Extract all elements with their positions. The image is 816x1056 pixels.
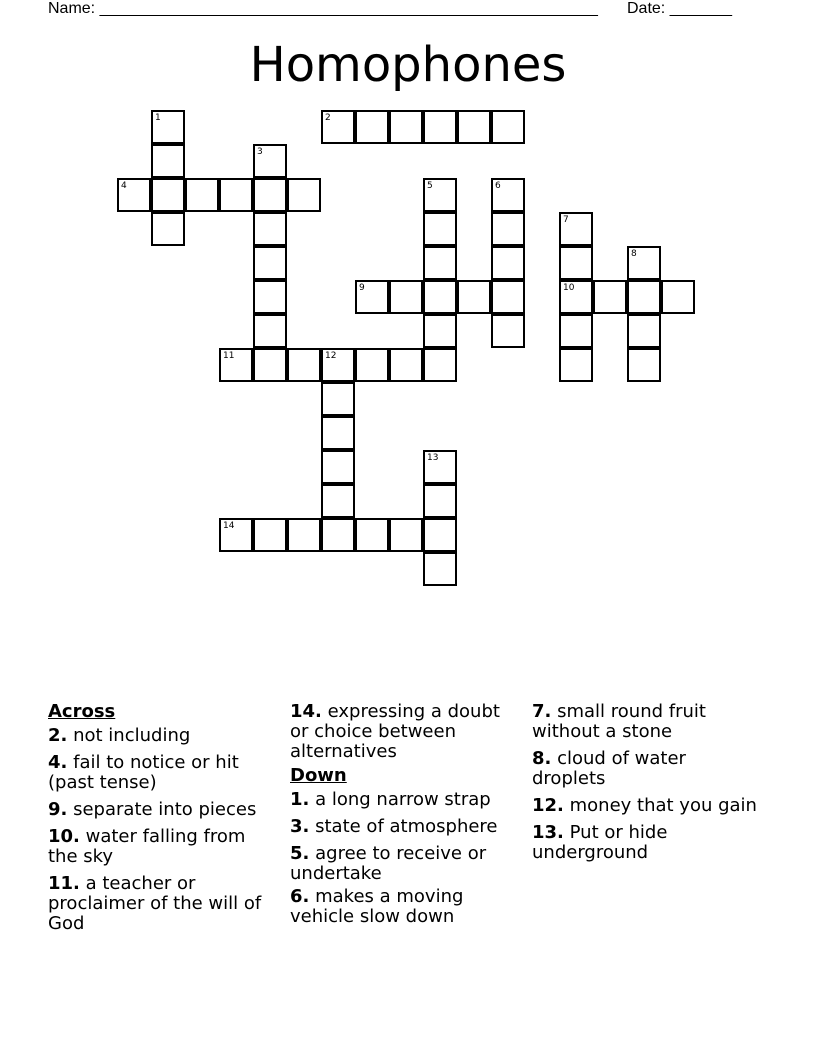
grid-cell[interactable]	[491, 314, 525, 348]
date-field-line: Date: _______	[627, 0, 732, 17]
grid-cell[interactable]	[491, 280, 525, 314]
clue-down-13	[532, 823, 764, 863]
grid-cell[interactable]	[423, 178, 457, 212]
clue-text: expressing a doubt or choice between alternatives	[290, 701, 500, 762]
clue-number: 11.	[48, 873, 80, 894]
cell-number: 13	[427, 453, 439, 463]
cell-number: 9	[359, 283, 365, 293]
clue-text: money that you gain	[569, 795, 757, 816]
clue-text: small round fruit without a stone	[532, 701, 706, 742]
grid-cell[interactable]	[287, 518, 321, 552]
cell-number: 10	[563, 283, 575, 293]
clue-across-9	[48, 800, 280, 820]
clue-down-8	[532, 749, 764, 789]
clue-down-7	[532, 702, 764, 742]
puzzle-title: Homophones	[249, 37, 567, 93]
grid-cell[interactable]	[423, 212, 457, 246]
grid-cell[interactable]	[491, 178, 525, 212]
grid-cell[interactable]	[627, 246, 661, 280]
clue-across-11	[48, 874, 280, 934]
clue-text: a teacher or proclaimer of the will of God	[48, 873, 262, 934]
clue-number: 12.	[532, 795, 564, 816]
clue-number: 14.	[290, 701, 322, 722]
cell-number: 5	[427, 181, 433, 191]
clue-down-3	[290, 817, 522, 837]
grid-cell[interactable]	[423, 552, 457, 586]
grid-cell[interactable]	[423, 518, 457, 552]
grid-cell[interactable]	[321, 348, 355, 382]
grid-cell[interactable]	[355, 518, 389, 552]
clue-number: 7.	[532, 701, 552, 722]
grid-cell[interactable]	[491, 110, 525, 144]
clue-down-12	[532, 796, 764, 816]
grid-cell[interactable]	[389, 348, 423, 382]
clue-down-1	[290, 790, 522, 810]
grid-cell[interactable]	[491, 212, 525, 246]
clues-column-1	[48, 702, 280, 941]
clue-text: fail to notice or hit (past tense)	[48, 752, 239, 793]
grid-cell[interactable]	[593, 280, 627, 314]
cell-number: 6	[495, 181, 501, 191]
grid-cell[interactable]	[423, 280, 457, 314]
cell-number: 14	[223, 521, 235, 531]
grid-cell[interactable]	[423, 348, 457, 382]
clue-text: cloud of water droplets	[532, 748, 686, 789]
grid-cell[interactable]	[253, 144, 287, 178]
grid-cell[interactable]	[389, 110, 423, 144]
clue-number: 10.	[48, 826, 80, 847]
grid-cell[interactable]	[627, 280, 661, 314]
grid-cell[interactable]	[219, 178, 253, 212]
clue-text: makes a moving vehicle slow down	[290, 886, 464, 927]
grid-cell[interactable]	[355, 280, 389, 314]
grid-cell[interactable]	[423, 246, 457, 280]
down-heading: Down	[290, 765, 347, 786]
clue-text: water falling from the sky	[48, 826, 246, 867]
grid-cell[interactable]	[151, 144, 185, 178]
grid-cell[interactable]	[321, 382, 355, 416]
grid-cell[interactable]	[321, 450, 355, 484]
clues-column-2	[290, 702, 522, 934]
grid-cell[interactable]	[389, 518, 423, 552]
grid-cell[interactable]	[117, 178, 151, 212]
clue-number: 9.	[48, 799, 68, 820]
grid-cell[interactable]	[219, 518, 253, 552]
grid-cell[interactable]	[151, 212, 185, 246]
clue-text: not including	[73, 725, 191, 746]
grid-cell[interactable]	[559, 348, 593, 382]
grid-cell[interactable]	[321, 518, 355, 552]
clue-number: 2.	[48, 725, 68, 746]
grid-cell[interactable]	[559, 280, 593, 314]
grid-cell[interactable]	[321, 484, 355, 518]
clue-number: 6.	[290, 886, 310, 907]
grid-cell[interactable]	[627, 348, 661, 382]
grid-cell[interactable]	[423, 450, 457, 484]
grid-cell[interactable]	[559, 212, 593, 246]
clue-number: 5.	[290, 843, 310, 864]
clue-text: Put or hide underground	[532, 822, 668, 863]
clue-number: 3.	[290, 816, 310, 837]
grid-cell[interactable]	[321, 110, 355, 144]
clues-column-3	[532, 702, 764, 870]
grid-cell[interactable]	[185, 178, 219, 212]
clue-number: 8.	[532, 748, 552, 769]
grid-cell[interactable]	[491, 246, 525, 280]
cell-number: 7	[563, 215, 569, 225]
cell-number: 3	[257, 147, 263, 157]
clue-across-4	[48, 753, 280, 793]
grid-cell[interactable]	[253, 246, 287, 280]
cell-number: 4	[121, 181, 127, 191]
clue-text: a long narrow strap	[315, 789, 491, 810]
grid-cell[interactable]	[219, 348, 253, 382]
grid-cell[interactable]	[253, 280, 287, 314]
clue-across-2	[48, 726, 280, 746]
cell-number: 1	[155, 113, 161, 123]
grid-cell[interactable]	[423, 110, 457, 144]
cell-number: 11	[223, 351, 235, 361]
grid-cell[interactable]	[287, 348, 321, 382]
grid-cell[interactable]	[253, 518, 287, 552]
clue-across-10	[48, 827, 280, 867]
name-field-line: Name: ________________________________________________________	[48, 0, 598, 17]
grid-cell[interactable]	[321, 416, 355, 450]
clue-number: 4.	[48, 752, 68, 773]
clue-down-5	[290, 844, 522, 884]
grid-cell[interactable]	[661, 280, 695, 314]
grid-cell[interactable]	[423, 314, 457, 348]
cell-number: 12	[325, 351, 337, 361]
grid-cell[interactable]	[423, 484, 457, 518]
grid-cell[interactable]	[253, 348, 287, 382]
grid-cell[interactable]	[627, 314, 661, 348]
clue-text: separate into pieces	[73, 799, 257, 820]
clue-text: state of atmosphere	[315, 816, 498, 837]
cell-number: 8	[631, 249, 637, 259]
clue-across-14	[290, 702, 522, 762]
grid-cell[interactable]	[389, 280, 423, 314]
clue-text: agree to receive or undertake	[290, 843, 487, 884]
grid-cell[interactable]	[253, 178, 287, 212]
grid-cell[interactable]	[287, 178, 321, 212]
grid-cell[interactable]	[151, 178, 185, 212]
grid-cell[interactable]	[253, 212, 287, 246]
grid-cell[interactable]	[355, 348, 389, 382]
clue-number: 1.	[290, 789, 310, 810]
grid-cell[interactable]	[559, 246, 593, 280]
clue-number: 13.	[532, 822, 564, 843]
clue-down-6	[290, 887, 522, 927]
across-heading: Across	[48, 701, 116, 722]
cell-number: 2	[325, 113, 331, 123]
grid-cell[interactable]	[151, 110, 185, 144]
grid-cell[interactable]	[355, 110, 389, 144]
grid-cell[interactable]	[457, 280, 491, 314]
grid-cell[interactable]	[559, 314, 593, 348]
grid-cell[interactable]	[253, 314, 287, 348]
grid-cell[interactable]	[457, 110, 491, 144]
